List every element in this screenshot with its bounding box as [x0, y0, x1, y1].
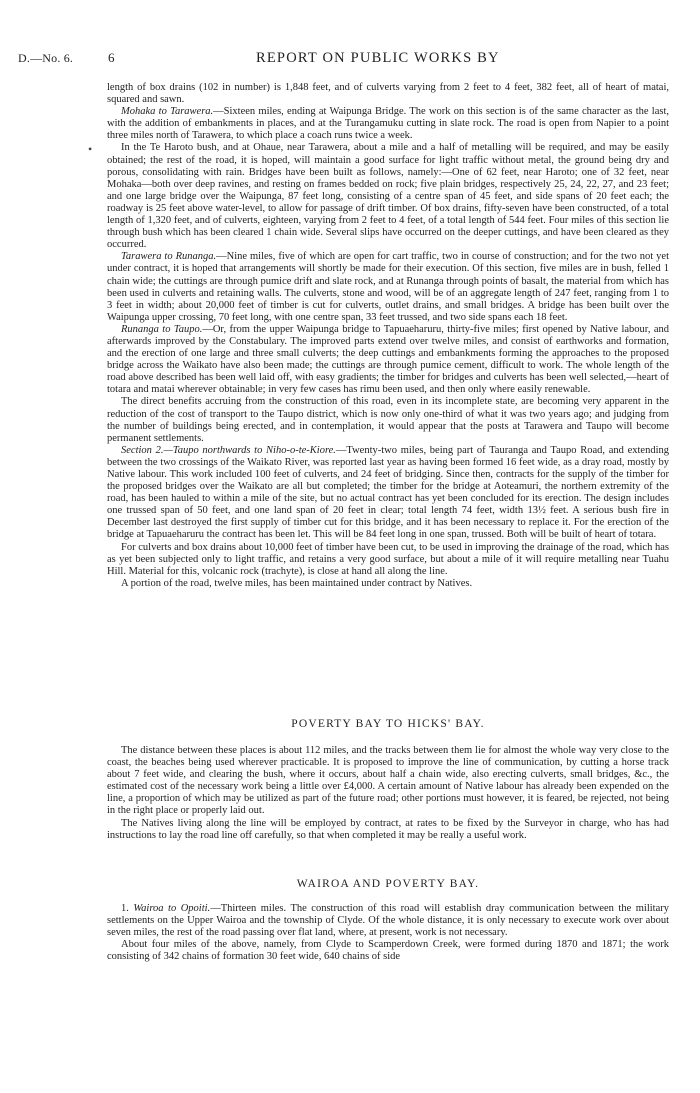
paragraph: A portion of the road, twelve miles, has been maintained under contract by Natives. [121, 577, 473, 589]
section-heading-poverty-bay-hicks-bay: POVERTY BAY TO HICKS' BAY. [291, 718, 485, 730]
document-number: D.—No. 6. [18, 51, 74, 65]
paragraph-lead: Tarawera to Runanga. [121, 251, 217, 263]
page-number: 6 [108, 50, 115, 65]
paragraph [107, 903, 669, 939]
page-header [0, 52, 700, 72]
margin-mark: • [88, 142, 93, 156]
paragraph-lead: Mohaka to Tarawera. [121, 106, 214, 118]
paragraph [107, 251, 669, 324]
wairoa-section-text [107, 903, 669, 963]
paragraph [107, 445, 669, 542]
section-heading-wairoa-poverty-bay: WAIROA AND POVERTY BAY. [296, 878, 480, 890]
paragraph-text: —Thirteen miles. The construction of this road will establish dray communication between the military settlements on the Upper Wairoa and the township of Clyde. Of the whole distance, it is only necessary to execute work over about seven miles, the rest of the road passing over flat land, where, at present, work is not necessary. [107, 903, 669, 939]
paragraph: For culverts and box drains about 10,000 feet of timber have been cut, to be used in improving the drainage of the road, which has as yet been subjected only to light traffic, and retains a very good surface, but about a mile of it will require metalling near Tuahu Hill. Material for this, volcanic rock (trachyte), is close at hand all along the line. [107, 541, 669, 577]
paragraph: The direct benefits accruing from the construction of this road, even in its incomplete state, are becoming very apparent in the reduction of the cost of transport to the Taupo district, which is now only one-third of what it was two years ago; and judging from the number of buildings being erected, and in contemplation, it would appear that the posts at Tarawera and Taupo will become permanent settlements. [107, 396, 669, 444]
napier-taupo-road-text [107, 82, 669, 590]
paragraph [107, 324, 669, 397]
paragraph-text: —Twenty-two miles, being part of Tauranga and Taupo Road, and extending between the two crossings of the Waikato River, was reported last year as having been formed 16 feet wide, as a dray road, mostly by Native labour. This work included 100 feet of culverts, and 24 feet of bridging. Since then, contracts for the supply of the timber for the proposed bridges over the Waikato are all but completed; the timber for the bridge at Aoteamuri, the northern extremity of the road, has been hauled to within a mile of the site, but no actual contract has yet been concluded for its erection. The design includes one trussed span of 50 feet, and one land span of 20 feet in clear; total length 74 feet, width 13½ feet. A serious bush fire in December last destroyed the first supply of timber cut for this bridge, and it has been necessary to replace it. For the erection of the bridge at Tapuaeharuru the contract has been let. This will be 84 feet long in one span, trussed. Both will be built of heart of totara. [107, 444, 669, 541]
paragraph-text: —Sixteen miles, ending at Waipunga Bridge. The work on this section is of the same character as the last, with the addition of embankments in places, and at the Turangamuku cutting in slate rock. The road is open from Napier to a point three miles north of Tarawera, to which place a coach runs twice a week. [107, 106, 669, 142]
paragraph: In the Te Haroto bush, and at Ohaue, near Tarawera, about a mile and a half of metalling will be required, and may be easily obtained; the rest of the road, it is hoped, will maintain a good surface for light traffic without metal, the ground being dry and porous, consolidating with rain. Bridges have been built as follows, namely:—One of 62 feet, near Haroto; one of 32 feet, near Mohaka—both over deep ravines, and resting on frames bedded on rock; five plain bridges, respectively 25, 24, 22, 27, and 23 feet; and one large bridge over the Waipunga, 87 feet long, consisting of a centre span of 45 feet, and side spans of 20 feet each; the roadway is 25 feet above water-level, to allow for passage of drift timber. Of box drains, fifty-seven have been constructed, of a total length of 1,320 feet, and of culverts, eighteen, varying from 2 feet to 4 feet, of a total length of 544 feet. Four miles of this section lie through bush which has been cleared 1 chain wide. Several slips have occurred on the deeper cuttings, and have been cleared as they occurred. [107, 142, 669, 251]
paragraph-number: 1. [121, 903, 134, 914]
paragraph: About four miles of the above, namely, from Clyde to Scamperdown Creek, were formed during 1870 and 1871; the work consisting of 342 chains of formation 30 feet wide, 640 chains of side [107, 939, 669, 963]
paragraph: The Natives living along the line will be employed by contract, at rates to be fixed by the Surveyor in charge, who has had instructions to lay the road line off carefully, so that when completed it may be really a useful work. [107, 817, 669, 841]
paragraph-lead: Section 2.—Taupo northwards to Niho-o-te-Kiore. [121, 444, 336, 456]
paragraph-text: —Nine miles, five of which are open for cart traffic, two in course of construction; and for the two not yet under contract, it is hoped that arrangements will shortly be made for their execution. Of this section, five miles are in bush, felled 1 chain wide; the cuttings are through pumice drift and slate rock, and at Runanga through points of basalt, the material from which has been used in culverts and retaining walls. The culverts, stone and wood, will be of an aggregate length of 247 feet, ranging from 1 to 3 feet in width; about 20,000 feet of timber is cut for culverts, outlet drains, and small bridges. A bridge has been built over the Waipunga upper crossing, 70 feet long, with one centre span, 33 feet trussed, and two side spans each 18 feet. [107, 251, 670, 323]
paragraph: The distance between these places is about 112 miles, and the tracks between them lie for almost the whole way very close to the coast, the beaches being used wherever practicable. It is proposed to improve the line of communication, by cutting a horse track about 7 feet wide, and clearing the bush, where it occurs, about half a chain wide, also erecting culverts, small bridges, &c., the estimated cost of the necessary work being a little over £4,000. A certain amount of Native labour has already been expended on the line, a proportion of which may be utilized as part of the future road; other portions must however, it is feared, be rejected, not being in the right place or properly laid out. [107, 745, 669, 817]
paragraph-lead: Wairoa to Opoiti. [133, 903, 211, 914]
running-title: REPORT ON PUBLIC WORKS BY [256, 50, 500, 66]
paragraph-text: —Or, from the upper Waipunga bridge to Tapuaeharuru, thirty-five miles; first opened by Native labour, and afterwards improved by the Constabulary. The improved parts extend over twelve miles, and consist of earthworks and formation, and the erection of one large and three small culverts; the deep cuttings and embankments forming the approaches to the proposed bridge across the Waikato have also been made; the cuttings are through pumice cement, difficult to work. The whole length of the road above described has been well laid off, with easy gradients; the timber for bridges and culverts has been well selected,—heart of totara and matai wherever obtainable; in very few cases has rimu been used, and then only where easily renewable. [107, 323, 670, 396]
poverty-bay-section-text [107, 745, 669, 842]
paragraph-lead: Runanga to Taupo. [121, 323, 203, 335]
paragraph [107, 106, 669, 142]
paragraph: length of box drains (102 in number) is 1,848 feet, and of culverts varying from 2 feet to 4 feet, 382 feet, all of heart of matai, squared and sawn. [107, 82, 669, 106]
